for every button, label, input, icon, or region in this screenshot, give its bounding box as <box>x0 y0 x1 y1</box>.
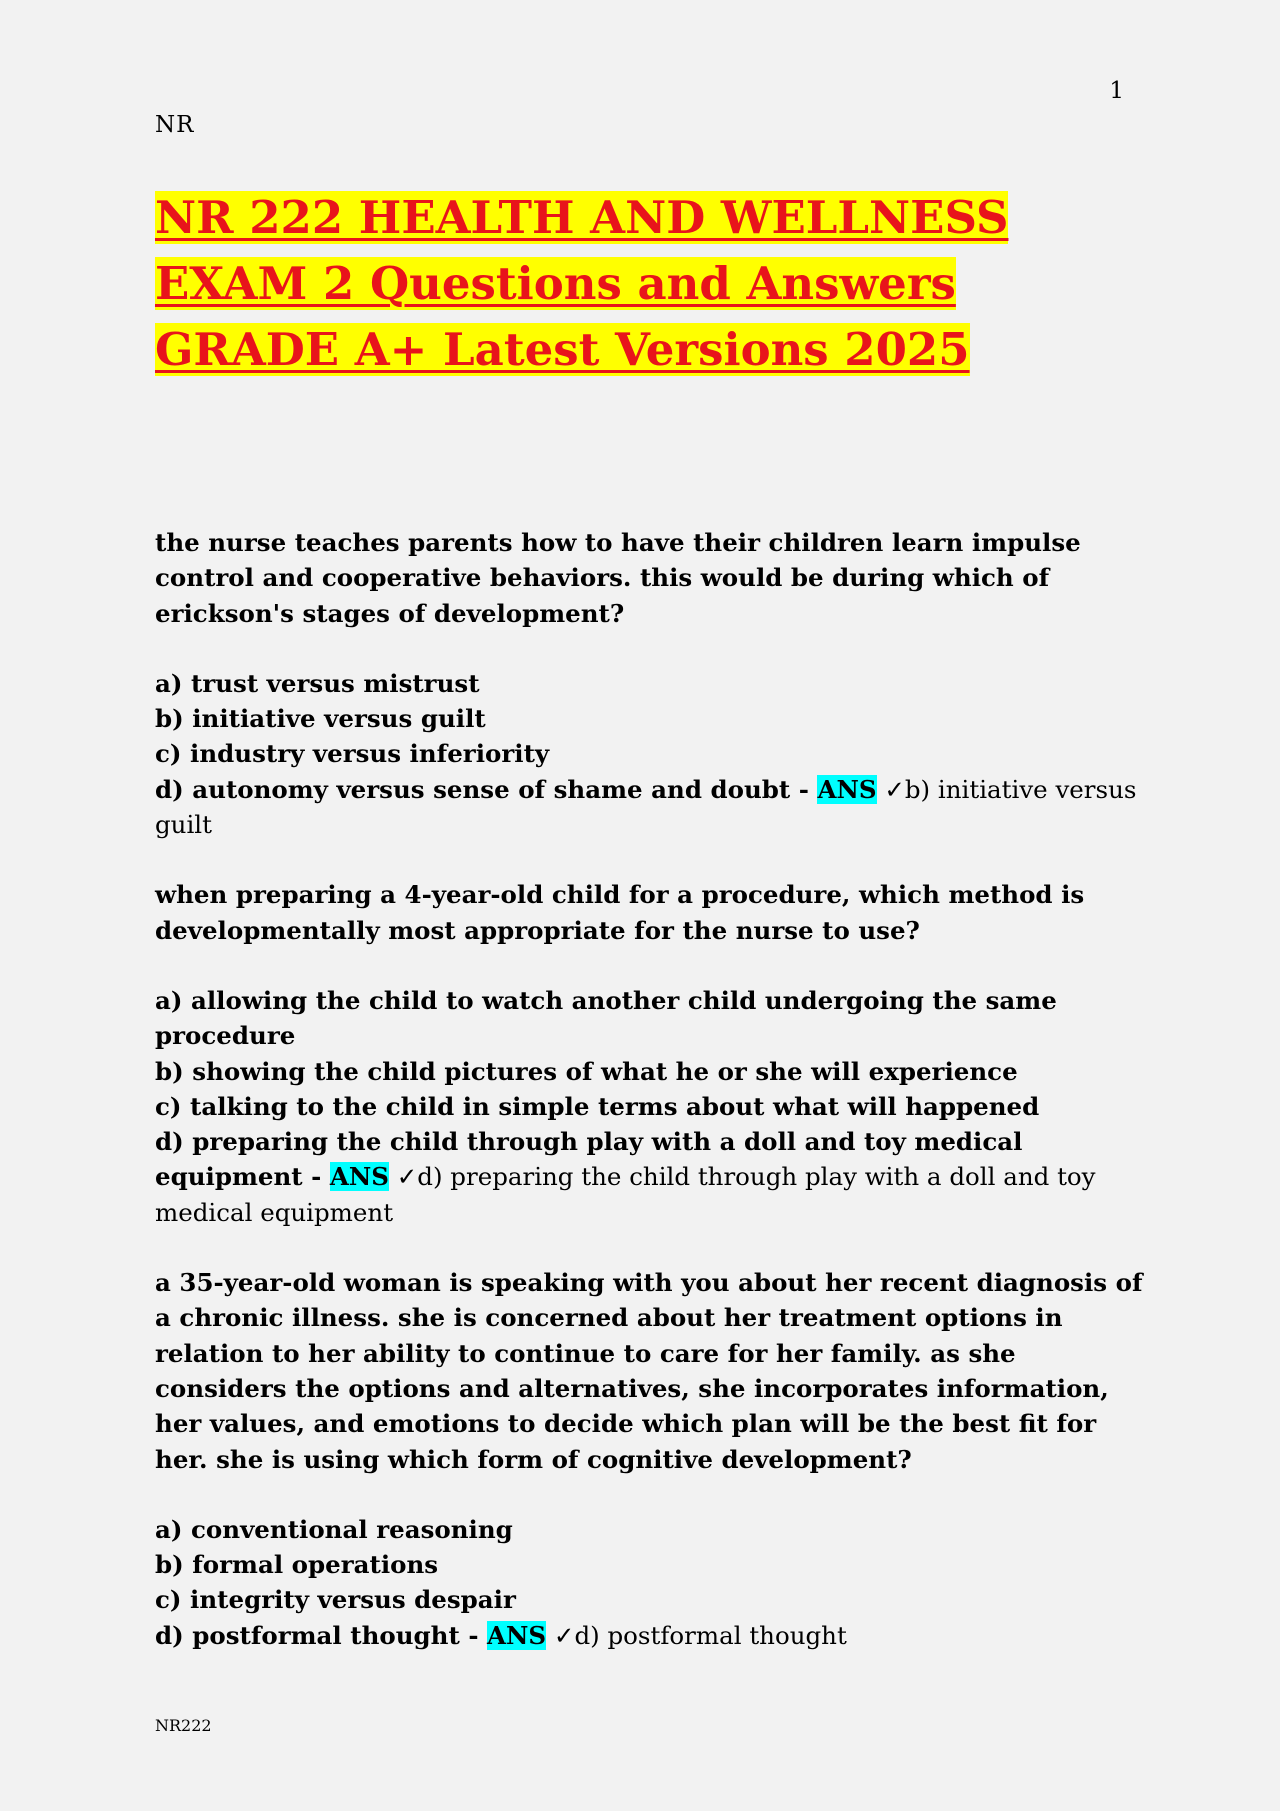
option-item: b) showing the child pictures of what he or she will experience <box>155 1056 1018 1086</box>
answer-text: ✓b) initiative versus guilt <box>155 774 1137 840</box>
option-item: c) integrity versus despair <box>155 1585 516 1615</box>
ans-tag: ANS <box>487 1620 547 1650</box>
final-option-with-answer <box>155 772 1145 843</box>
question-prompt: when preparing a 4-year-old child for a procedure, which method is developmentally most appropriate for the nurse to use? <box>155 880 1085 945</box>
question-prompt: the nurse teaches parents how to have their children learn impulse control and cooperative behaviors. this would be during which of erickson's stages of development? <box>155 528 1081 628</box>
option-item: a) trust versus mistrust <box>155 668 480 698</box>
option-item: d) postformal thought - <box>155 1620 488 1650</box>
answer-text: ✓d) preparing the child through play with a doll and toy medical equipment <box>155 1162 1096 1227</box>
option-item: b) formal operations <box>155 1550 439 1580</box>
page-number: 1 <box>1109 78 1124 104</box>
option-item: b) initiative versus guilt <box>155 704 486 734</box>
option-item: a) allowing the child to watch another child undergoing the same procedure <box>155 985 1057 1051</box>
question-block-3 <box>155 1265 1145 1653</box>
qa-content <box>155 525 1145 1688</box>
footer-label: NR222 <box>155 1716 212 1735</box>
question-block-1 <box>155 525 1145 842</box>
question-prompt: a 35-year-old woman is speaking with you about her recent diagnosis of a chronic illness. she is concerned about her treatment options in relation to her ability to continue to care for her family. as she considers the options and alternatives, she incorporates information, her values, and emotions to decide which plan will be the best fit for her. she is using which form of cognitive development? <box>155 1268 1143 1474</box>
document-title <box>155 185 1135 383</box>
option-list <box>155 983 1145 1230</box>
final-option-with-answer <box>155 1124 1145 1230</box>
option-item: c) industry versus inferiority <box>155 739 550 769</box>
ans-tag: ANS <box>817 774 877 804</box>
option-item: a) conventional reasoning <box>155 1514 513 1544</box>
option-item: d) preparing the child through play with a doll and toy medical equipment - <box>155 1127 1023 1192</box>
answer-text: ✓d) postformal thought <box>546 1620 847 1650</box>
ans-tag: ANS <box>329 1162 389 1192</box>
option-list <box>155 666 1145 842</box>
option-item: d) autonomy versus sense of shame and doubt - <box>155 774 818 804</box>
option-list <box>155 1512 1145 1653</box>
option-item: c) talking to the child in simple terms about what will happened <box>155 1091 1040 1121</box>
header-label: NR <box>155 112 195 138</box>
question-block-2 <box>155 877 1145 1230</box>
final-option-with-answer <box>155 1618 1145 1653</box>
document-title-text: NR 222 HEALTH AND WELLNESS EXAM 2 Questions and Answers GRADE A+ Latest Versions 2025 <box>155 191 1009 376</box>
